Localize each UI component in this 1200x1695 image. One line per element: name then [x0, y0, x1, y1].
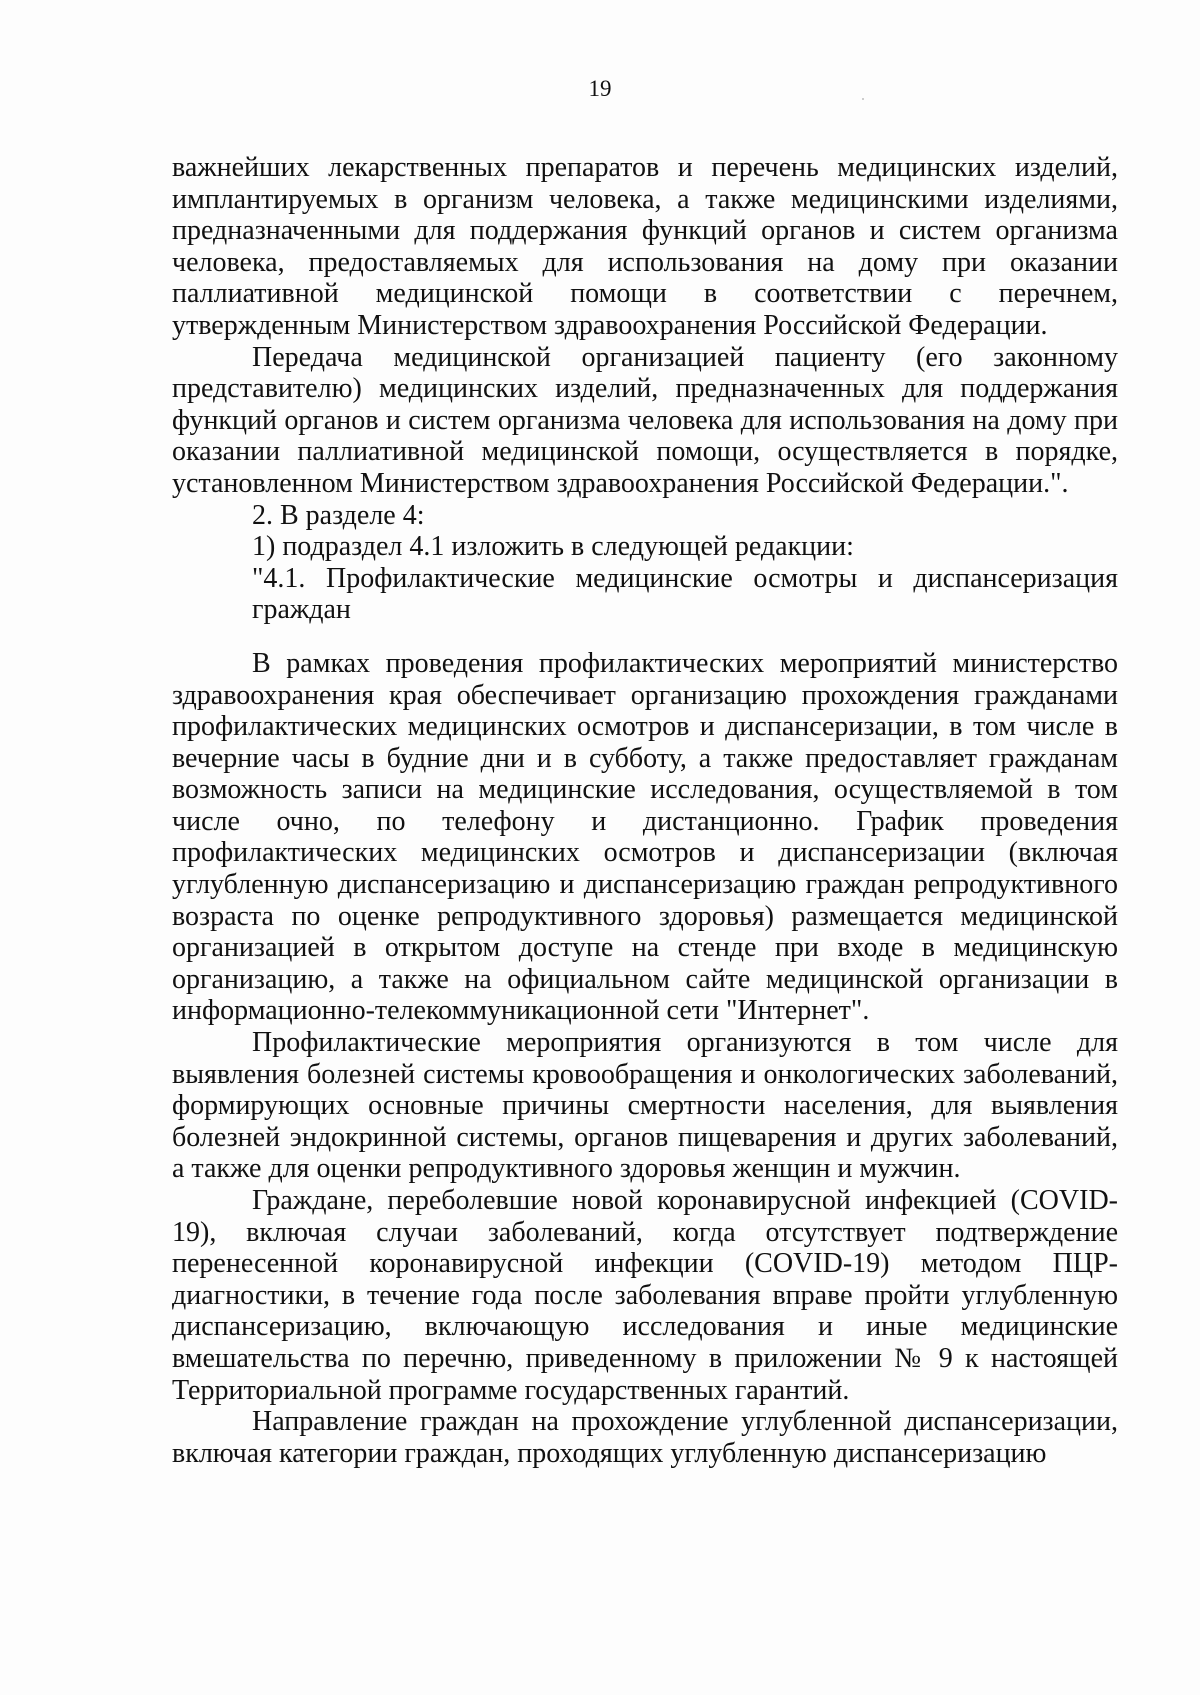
paragraph-referral: Направление граждан на прохождение углубленной диспансеризации, включая категории граждан, проходящих углубленную диспансеризацию — [172, 1406, 1118, 1469]
paragraph-covid-dispensary: Граждане, переболевшие новой коронавирусной инфекцией (COVID-19), включая случаи заболеваний, когда отсутствует подтверждение перенесенной коронавирусной инфекции (COVID-19) методом ПЦР-диагностики, в течение года после заболевания вправе пройти углубленную диспансеризацию, включающую исследования и иные медицинские вмешательства по перечню, приведенному в приложении № 9 к настоящей Территориальной программе государственных гарантий. — [172, 1185, 1118, 1406]
subsection-heading — [172, 563, 1118, 626]
paragraph-subsection-instruction: 1) подраздел 4.1 изложить в следующей редакции: — [252, 531, 854, 563]
paragraph-section-4-amendment: 2. В разделе 4: — [252, 499, 425, 531]
document-body — [172, 152, 1118, 1469]
scan-speck — [862, 98, 864, 100]
paragraph-continuation: важнейших лекарственных препаратов и перечень медицинских изделий, имплантируемых в организм человека, а также медицинскими изделиями, предназначенными для поддержания функций органов и систем организма человека, предоставляемых для использования на дому при оказании паллиативной медицинской помощи в соответствии с перечнем, утвержденным Министерством здравоохранения Российской Федерации. — [172, 152, 1118, 341]
page-number: 19 — [588, 76, 612, 101]
paragraph-preventive-activities: Профилактические мероприятия организуются в том числе для выявления болезней системы кровообращения и онкологических заболеваний, формирующих основные причины смертности населения, для выявления болезней эндокринной системы, органов пищеварения и других заболеваний, а также для оценки репродуктивного здоровья женщин и мужчин. — [172, 1027, 1118, 1185]
paragraph-transfer-of-devices: Передача медицинской организацией пациенту (его законному представителю) медицинских изделий, предназначенных для поддержания функций органов и систем организма человека для использования на дому при оказании паллиативной медицинской помощи, осуществляется в порядке, установленном Министерством здравоохранения Российской Федерации.". — [172, 341, 1118, 499]
subsection-heading-line-1: "4.1. Профилактические медицинские осмотры и диспансеризация — [252, 562, 1118, 594]
paragraph-preventive-measures: В рамках проведения профилактических мероприятий министерство здравоохранения края обеспечивает организацию прохождения гражданами профилактических медицинских осмотров и диспансеризации, в том числе в вечерние часы в будние дни и в субботу, а также предоставляет гражданам возможность записи на медицинские исследования, осуществляемой в том числе очно, по телефону и дистанционно. График проведения профилактических медицинских осмотров и диспансеризации (включая углубленную диспансеризацию и диспансеризацию граждан репродуктивного возраста по оценке репродуктивного здоровья) размещается медицинской организацией в открытом доступе на стенде при входе в медицинскую организацию, а также на официальном сайте медицинской организации в информационно-телекоммуникационной сети "Интернет". — [172, 647, 1118, 1027]
subsection-heading-line-2: граждан — [252, 594, 351, 626]
